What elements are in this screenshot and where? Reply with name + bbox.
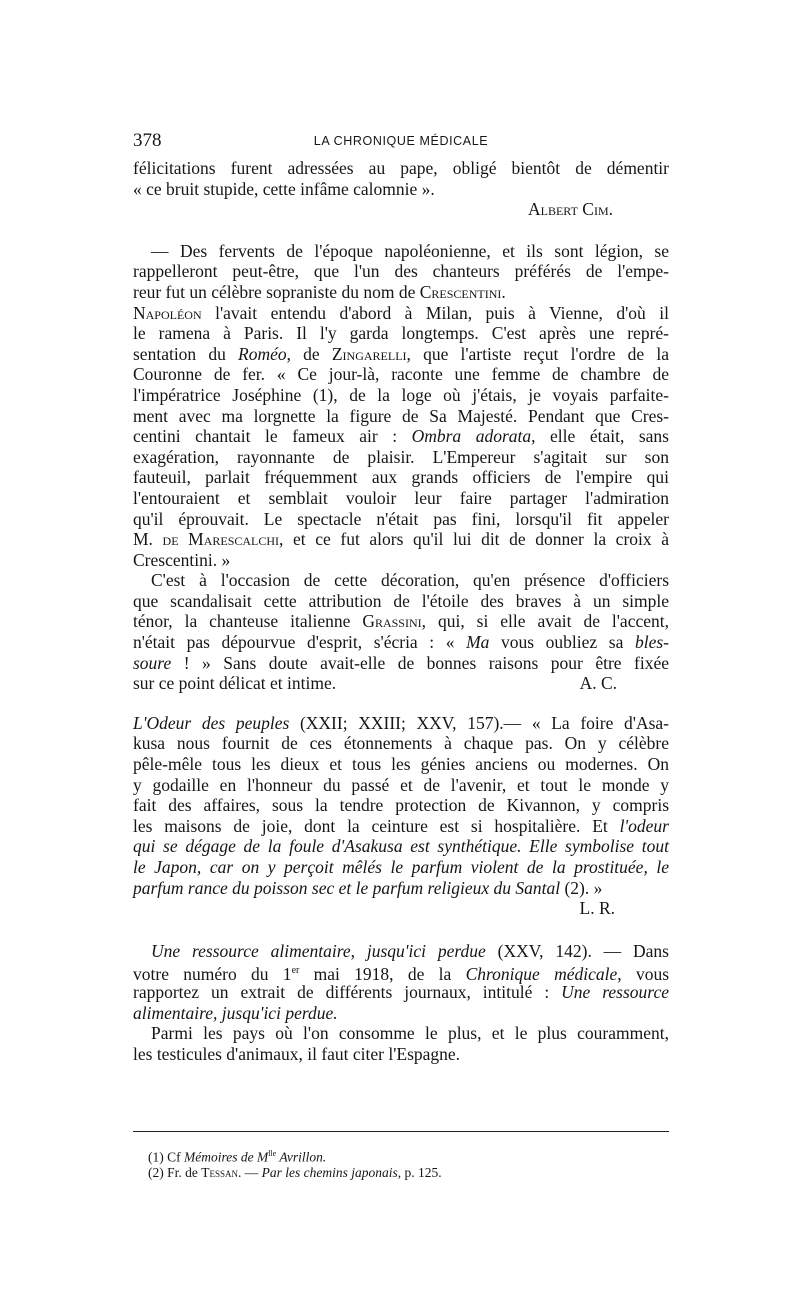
text-line	[133, 857, 669, 878]
text-line: « ce bruit stupide, cette infâme calomnie ».	[133, 178, 435, 199]
text-run: , p. 125.	[397, 1165, 442, 1180]
text-line: ment avec ma lorgnette la figure de Sa Majesté. Pendant que Cres-	[133, 405, 669, 426]
text-line	[133, 529, 669, 550]
text-line: que scandalisait cette attribution de l'étoile des braves à un simple	[133, 590, 669, 611]
text-run: ! » Sans doute avait-elle de bonnes raisons pour être fixée	[171, 652, 669, 673]
italic-run: bles-	[634, 632, 669, 653]
text-line: l'impératrice Joséphine (1), de la loge où j'étais, je voyais parfaite-	[133, 384, 669, 405]
italic-run: Chronique médicale	[465, 964, 618, 985]
name-zingarelli: Zingarelli	[331, 343, 407, 364]
text-line: — Des fervents de l'époque napoléonienne, et ils sont légion, se	[151, 240, 669, 261]
text-run: (XXV, 142). — Dans	[485, 940, 669, 961]
italic-run: Avrillon.	[276, 1149, 327, 1165]
text-line: Couronne de fer. « Ce jour-là, raconte une femme de chambre de	[133, 364, 669, 385]
italic-run: Ma	[466, 632, 490, 653]
text-line	[133, 282, 669, 303]
italic-run: qui se dégage de la foule d'Asakusa est synthétique. Elle symbolise tout	[133, 836, 669, 857]
italic-run: parfum rance du poisson sec et le parfum religieux du Santal	[133, 877, 561, 898]
text-run: n'était pas dépourvue d'esprit, s'écria : «	[133, 632, 467, 653]
text-line: l'entouraient et semblait vouloir leur faire partager l'admiration	[133, 487, 669, 508]
text-run: les maisons de joie, dont la ceinture est si hospitalière. Et	[133, 815, 620, 836]
text-run: vous oubliez sa	[489, 632, 635, 653]
signature-ac: A. C.	[579, 673, 617, 694]
title-romeo: Roméo	[238, 343, 287, 364]
page-header	[133, 130, 669, 154]
italic-run: Par les chemins japonais	[261, 1165, 398, 1180]
text-line	[133, 632, 669, 653]
text-line	[133, 673, 669, 694]
italic-run: l'odeur	[619, 815, 669, 836]
text-run: , qui, si elle avait de l'accent,	[421, 611, 669, 632]
text-line	[133, 982, 669, 1003]
text-run: , de	[286, 343, 332, 364]
name-crescentini: Crescentini	[419, 281, 502, 302]
text-line: rappelleront peut-être, que l'un des chanteurs préférés de l'empe-	[133, 261, 669, 282]
text-line: C'est à l'occasion de cette décoration, qu'en présence d'officiers	[151, 570, 669, 591]
text-run: mai 1918, de la	[299, 964, 466, 985]
text-line	[133, 653, 669, 674]
footnotes	[148, 1144, 648, 1182]
text-line	[133, 878, 669, 899]
text-run: rapportez un extrait de différents journaux, intitulé :	[133, 981, 562, 1002]
text-line	[133, 816, 669, 837]
text-run: . —	[238, 1165, 262, 1180]
footnote-divider	[133, 1131, 669, 1132]
superscript: lle	[268, 1149, 277, 1158]
text-run: (2) Fr. de	[148, 1165, 202, 1180]
text-run: (2). »	[560, 877, 603, 898]
name-grassini: Grassini	[362, 611, 422, 632]
page-number: 378	[133, 130, 162, 151]
text-run: l'avait entendu d'abord à Milan, puis à Vienne, d'où il	[201, 302, 669, 323]
text-line: kusa nous fournit de ces étonnements à chaque pas. On y célèbre	[133, 733, 669, 754]
text-line: félicitations furent adressées au pape, obligé bientôt de démentir	[133, 158, 669, 178]
signature-albert-cim: Albert Cim.	[527, 199, 613, 220]
text-run: centini chantait le fameux air :	[133, 426, 412, 447]
text-run: reur fut un célèbre sopraniste du nom de	[133, 281, 420, 302]
text-line	[133, 611, 669, 632]
italic-run: alimentaire, jusqu'ici perdue.	[133, 1002, 338, 1023]
main-text	[133, 158, 669, 1064]
text-line: Parmi les pays où l'on consomme le plus, et le plus couramment,	[151, 1023, 669, 1044]
text-line	[133, 713, 669, 734]
name-marescalchi: de Marescalchi	[162, 529, 280, 550]
text-run: (1) Cf	[148, 1149, 184, 1165]
text-run: sur ce point délicat et intime.	[133, 673, 337, 694]
italic-run: soure	[133, 652, 172, 673]
text-line: fait des affaires, sous la tendre protection de Kivannon, y compris	[133, 795, 669, 816]
text-line: qu'il éprouvait. Le spectacle n'était pas fini, lorsqu'il fit appeler	[133, 508, 669, 529]
text-line: Crescentini. »	[133, 549, 231, 570]
text-line	[133, 426, 669, 447]
name-napoleon: Napoléon	[133, 302, 202, 323]
text-run: M.	[133, 529, 163, 550]
text-line: les testicules d'animaux, il faut citer l'Espagne.	[133, 1043, 461, 1064]
signature-lr: L. R.	[579, 898, 615, 919]
title-ombra-adorata: Ombra adorata	[411, 426, 532, 447]
text-run: , que l'artiste reçut l'ordre de la	[406, 343, 669, 364]
italic-run: le Japon, car on y perçoit mêlés le parfum violent de la prostituée, le	[133, 857, 669, 877]
italic-run: Une ressource	[561, 981, 669, 1002]
text-run: sentation du	[133, 343, 239, 364]
article-title-odeur: L'Odeur des peuples	[133, 712, 290, 733]
text-run: , elle était, sans	[531, 426, 669, 447]
text-line: exagération, rayonnante de plaisir. L'Empereur s'agitait sur son	[133, 446, 669, 467]
text-line	[133, 303, 669, 324]
text-run: , et ce fut alors qu'il lui dit de donner la croix à	[279, 529, 669, 550]
running-title: LA CHRONIQUE MÉDICALE	[313, 134, 489, 148]
text-run: , vous	[617, 964, 670, 985]
text-run: (XXII; XXIII; XXV, 157).— « La foire d'Asa-	[289, 712, 669, 733]
footnote-1	[148, 1144, 648, 1163]
text-line: fauteuil, parlait fréquemment aux grands officiers de l'empire qui	[133, 467, 669, 488]
text-run: ténor, la chanteuse italienne	[133, 611, 363, 632]
superscript: er	[291, 965, 300, 977]
name-tessan: Tessan	[201, 1165, 239, 1180]
footnote-2	[148, 1163, 648, 1182]
italic-run: Mémoires de M	[184, 1149, 269, 1165]
text-line	[133, 961, 670, 985]
text-line	[133, 1003, 669, 1024]
text-line	[133, 836, 669, 857]
text-line	[133, 941, 669, 962]
text-line: y godaille en l'honneur du passé et de l'avenir, et tout le monde y	[133, 774, 669, 795]
article-title-ressource: Une ressource alimentaire, jusqu'ici perdue	[151, 940, 486, 961]
text-run: votre numéro du 1	[133, 964, 292, 985]
text-run: .	[501, 281, 506, 302]
text-line	[133, 344, 669, 365]
text-line: pêle-mêle tous les dieux et tous les génies anciens ou modernes. On	[133, 754, 669, 775]
text-line: le ramena à Paris. Il l'y garda longtemps. C'est après une repré-	[133, 323, 669, 344]
